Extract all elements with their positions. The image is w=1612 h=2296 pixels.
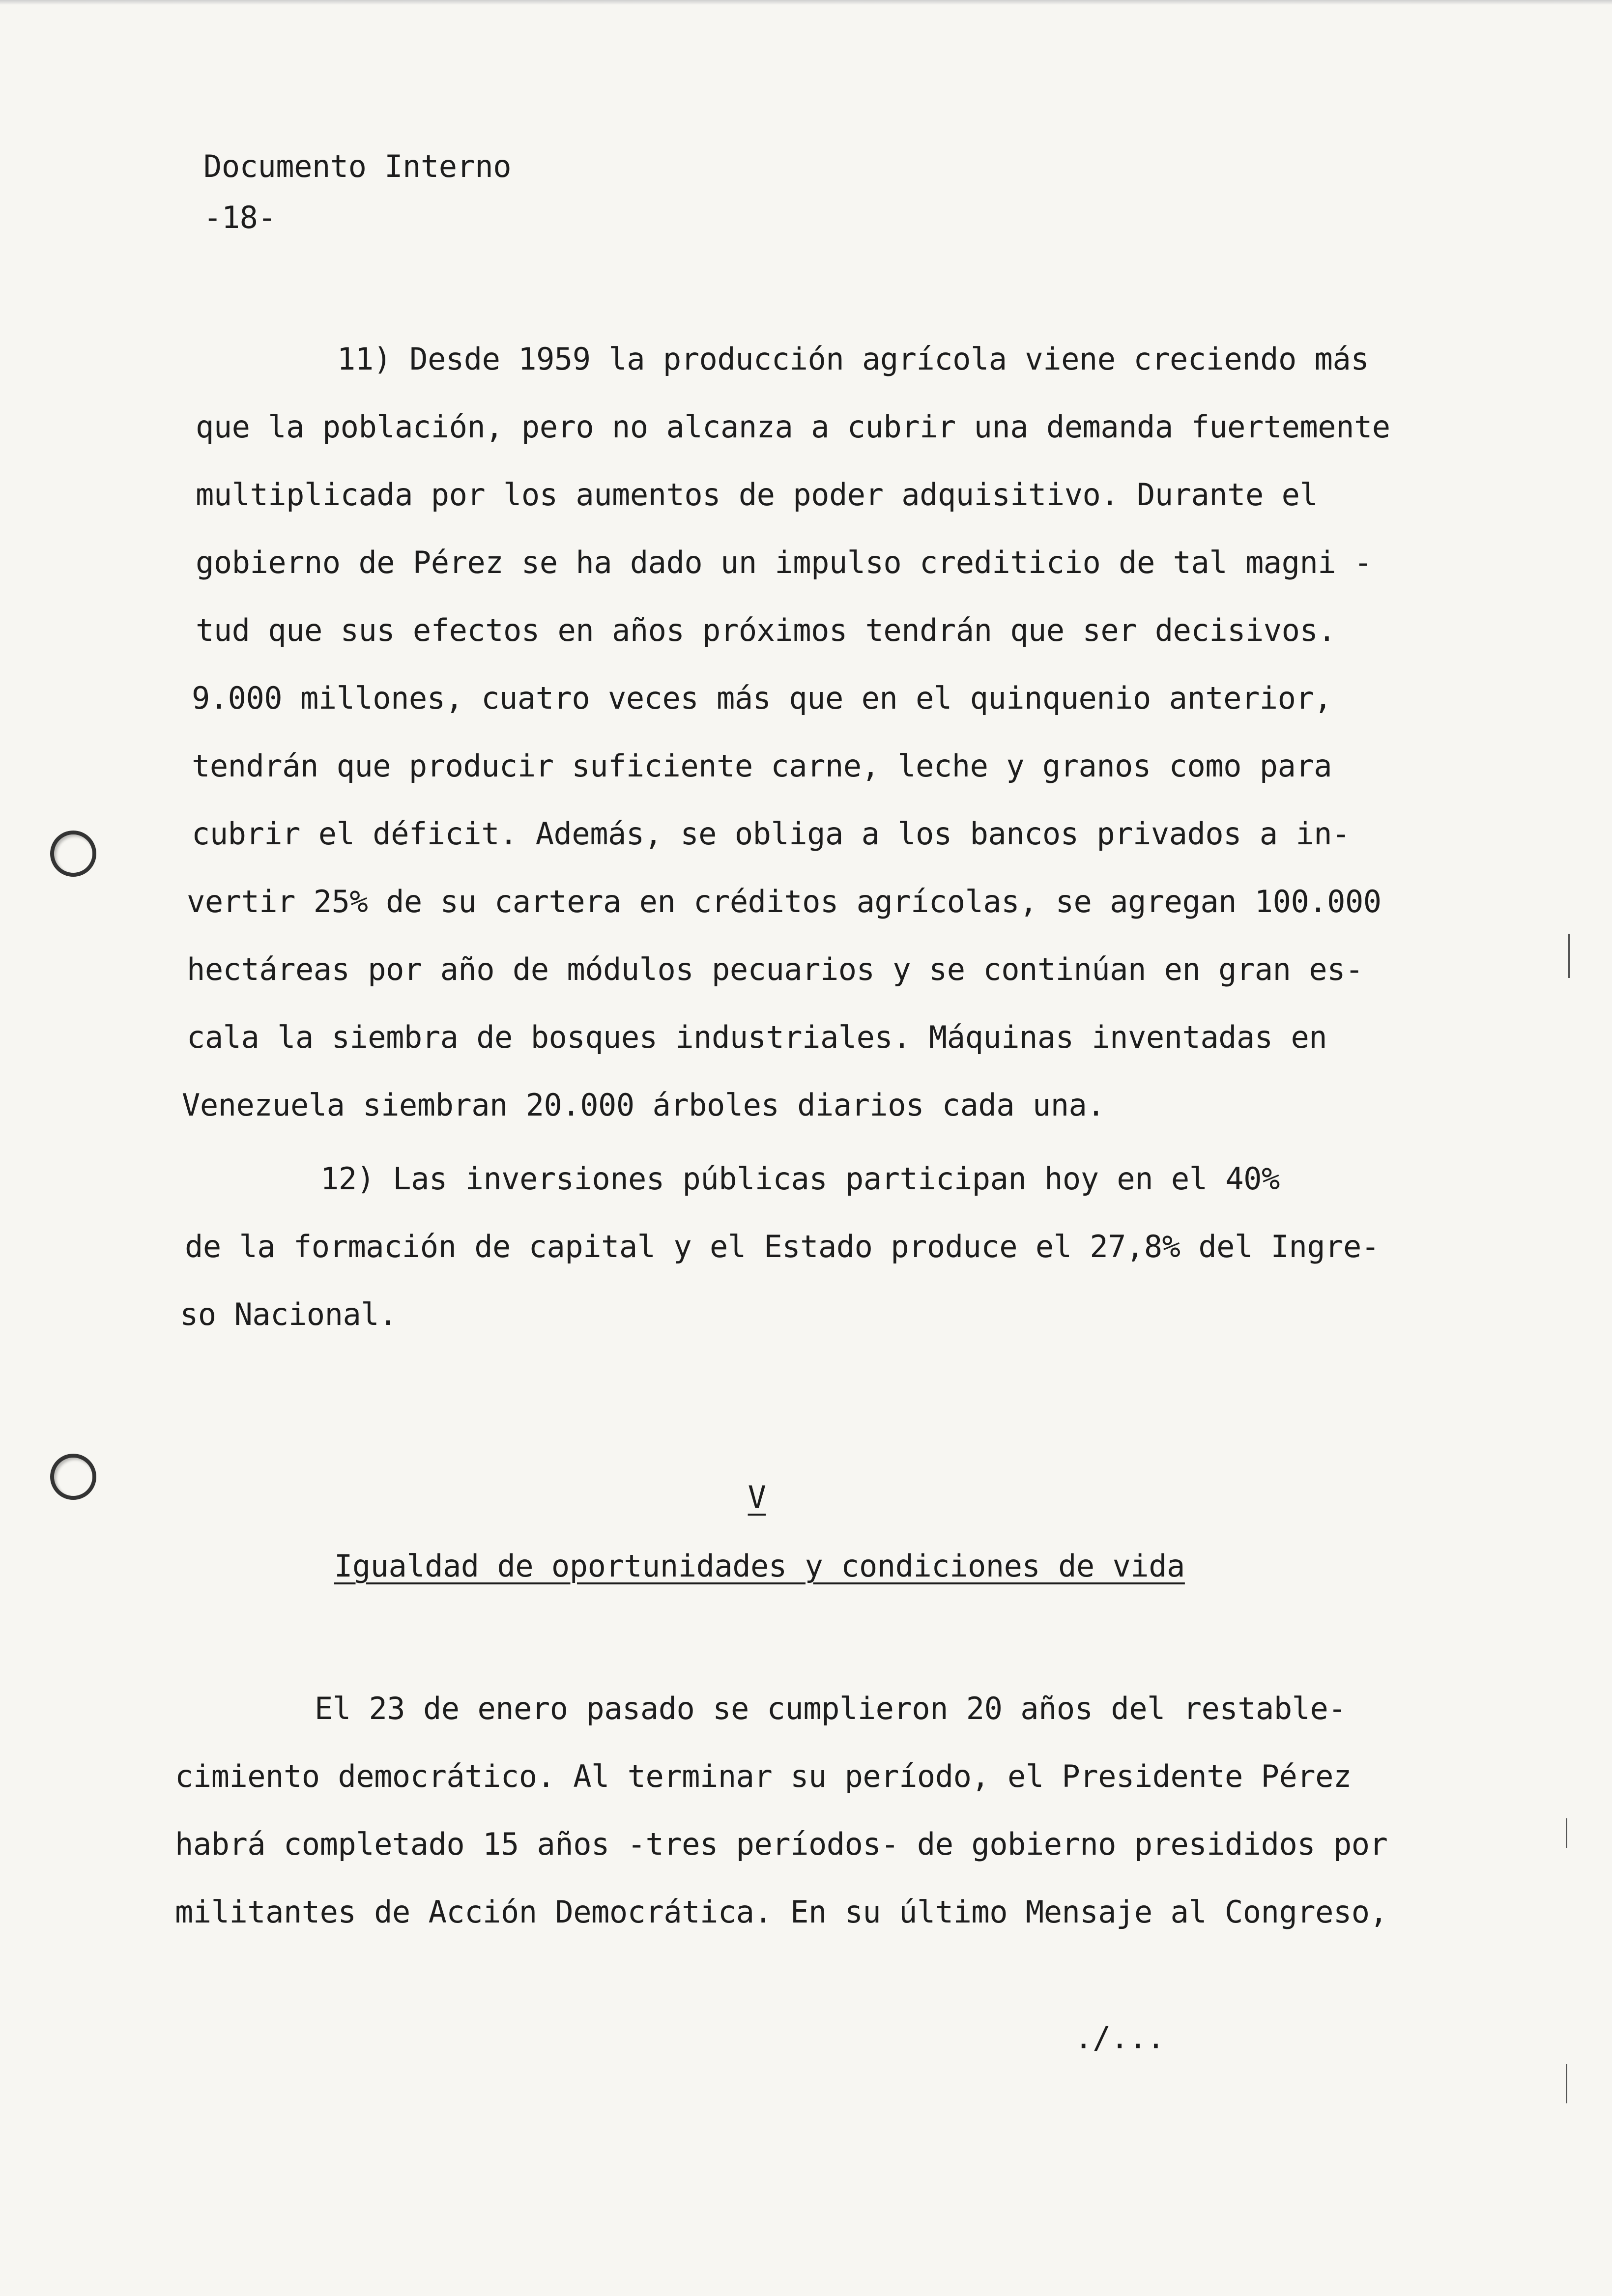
edge-mark — [1566, 2064, 1567, 2103]
paragraph-line: 9.000 millones, cuatro veces más que en el quinquenio anterior, — [192, 680, 1332, 716]
edge-mark — [1568, 934, 1570, 978]
paragraph-line: cala la siembra de bosques industriales. Máquinas inventadas en — [187, 1019, 1327, 1055]
paragraph-line: militantes de Acción Democrática. En su último Mensaje al Congreso, — [175, 1894, 1388, 1930]
punch-hole-lower — [50, 1454, 96, 1500]
paragraph-line: que la población, pero no alcanza a cubrir una demanda fuertemente — [196, 409, 1390, 445]
section-numeral: V — [748, 1479, 766, 1515]
paragraph-line: El 23 de enero pasado se cumplieron 20 años del restable- — [315, 1691, 1347, 1726]
paragraph-line: de la formación de capital y el Estado produce el 27,8% del Ingre- — [185, 1229, 1380, 1264]
paragraph-line: tendrán que producir suficiente carne, leche y granos como para — [192, 748, 1332, 784]
document-label: Documento Interno — [203, 148, 512, 184]
paragraph-line: 12) Las inversiones públicas participan hoy en el 40% — [320, 1161, 1280, 1197]
paragraph-line: gobierno de Pérez se ha dado un impulso crediticio de tal magni - — [196, 545, 1372, 580]
paragraph-line: tud que sus efectos en años próximos tendrán que ser decisivos. — [196, 612, 1336, 648]
paragraph-line: so Nacional. — [180, 1296, 397, 1332]
continuation-mark: ./... — [1074, 2020, 1165, 2056]
paragraph-line: hectáreas por año de módulos pecuarios y se continúan en gran es- — [187, 951, 1363, 987]
paragraph-line: cubrir el déficit. Además, se obliga a los bancos privados a in- — [192, 816, 1350, 852]
paragraph-line: habrá completado 15 años -tres períodos- de gobierno presididos por — [175, 1826, 1388, 1862]
page-top-edge — [0, 0, 1612, 5]
page-number: -18- — [203, 200, 276, 235]
paragraph-line: vertir 25% de su cartera en créditos agrícolas, se agregan 100.000 — [187, 884, 1382, 919]
paragraph-line: cimiento democrático. Al terminar su período, el Presidente Pérez — [175, 1758, 1352, 1794]
punch-hole-upper — [50, 831, 96, 877]
paragraph-line: 11) Desde 1959 la producción agrícola viene creciendo más — [337, 341, 1369, 377]
paragraph-line: Venezuela siembran 20.000 árboles diarios cada una. — [182, 1087, 1105, 1123]
paragraph-line: multiplicada por los aumentos de poder adquisitivo. Durante el — [196, 477, 1318, 513]
edge-mark — [1566, 1818, 1567, 1848]
section-title: Igualdad de oportunidades y condiciones de vida — [334, 1548, 1185, 1584]
